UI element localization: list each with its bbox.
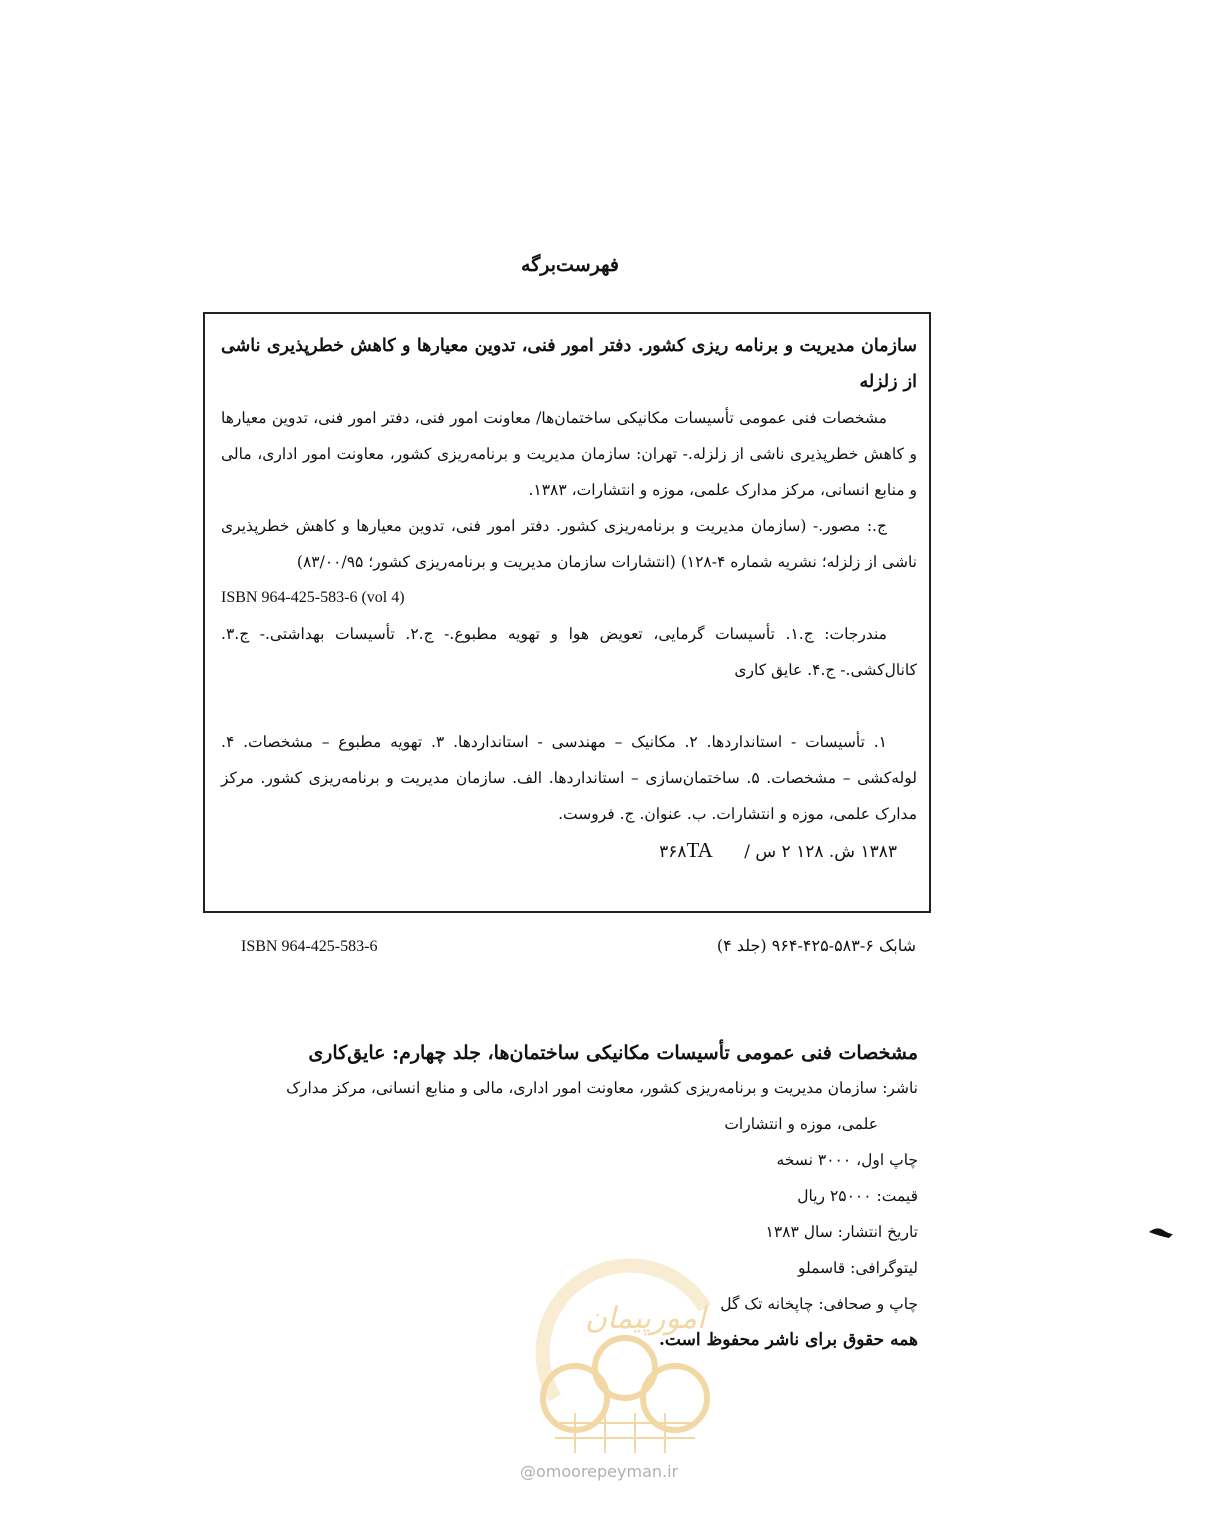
description: مشخصات فنی عمومی تأسیسات مکانیکی ساختمان‌ها/ معاونت امور فنی، دفتر امور فنی، تدوین معیارها و کاهش خطرپذیری ناشی از زلزله.- تهران: سازمان مدیریت و برنامه‌ریزی کشور، معاونت امور اداری، مالی و منابع انسانی، مرکز مدارک علمی، موزه و انتشارات، ۱۳۸۳.: [221, 409, 917, 499]
watermark-url: @omoorepeyman.ir: [520, 1462, 679, 1481]
publisher-line-continued: علمی، موزه و انتشارات: [724, 1115, 878, 1133]
printing: چاپ و صحافی: چاپخانه تک گل: [720, 1295, 918, 1313]
isbn-persian: شابک ۶-۵۸۳-۴۲۵-۹۶۴ (جلد ۴): [716, 936, 916, 955]
call-number-class: TA: [686, 838, 713, 862]
page-heading: فهرست‌برگه: [521, 254, 619, 276]
call-number-text: ۱۳۸۳ ش. ۱۲۸ ۲ س / ۳۶۸: [659, 842, 897, 862]
isbn-line: ISBN 964-425-583-6 (vol 4): [221, 589, 405, 606]
watermark-logo-text: امورپیمان: [585, 1301, 706, 1336]
watermark-logo-icon: [515, 1248, 735, 1458]
subject-tracings: ۱. تأسیسات - استانداردها. ۲. مکانیک – مهندسی - استانداردها. ۳. تهویه مطبوع – مشخصات. ۴. لوله‌کشی – مشخصات. ۵. ساختمان‌سازی – استانداردها. الف. سازمان مدیریت و برنامه‌ریزی کشور. مرکز مدارک علمی، موزه و انتشارات. ب. عنوان. ج. فروست.: [221, 733, 917, 823]
edition: چاپ اول، ۳۰۰۰ نسخه: [776, 1151, 918, 1169]
call-number: [221, 832, 917, 870]
publisher-line: ناشر: سازمان مدیریت و برنامه‌ریزی کشور، معاونت امور اداری، مالی و منابع انسانی، مرکز مدارک: [286, 1079, 918, 1097]
lithography: لیتوگرافی: قاسملو: [797, 1259, 918, 1277]
rights-statement: همه حقوق برای ناشر محفوظ است.: [658, 1330, 918, 1350]
book-title: مشخصات فنی عمومی تأسیسات مکانیکی ساختمان‌ها، جلد چهارم: عایق‌کاری: [308, 1042, 918, 1064]
isbn-english: ISBN 964-425-583-6: [241, 938, 378, 955]
publication-date: تاریخ انتشار: سال ۱۳۸۳: [765, 1223, 918, 1241]
scan-mark-icon: [1149, 1226, 1173, 1238]
contents-note: مندرجات: ج.۱. تأسیسات گرمایی، تعویض هوا و تهویه مطبوع.- ج.۲. تأسیسات بهداشتی.- ج.۳. کانال‌کشی.- ج.۴. عایق کاری: [221, 625, 917, 679]
main-entry: سازمان مدیریت و برنامه ریزی کشور. دفتر امور فنی، تدوین معیارها و کاهش خطرپذیری ناشی از زلزله: [221, 336, 917, 392]
catalog-card: [203, 312, 931, 913]
series-statement: ج.: مصور.- (سازمان مدیریت و برنامه‌ریزی کشور. دفتر امور فنی، تدوین معیارها و کاهش خطرپذیری ناشی از زلزله؛ نشریه شماره ۴-۱۲۸) (انتشارات سازمان مدیریت و برنامه‌ریزی کشور؛ ۸۳/۰۰/۹۵): [221, 517, 917, 571]
price: قیمت: ۲۵۰۰۰ ریال: [797, 1187, 918, 1205]
